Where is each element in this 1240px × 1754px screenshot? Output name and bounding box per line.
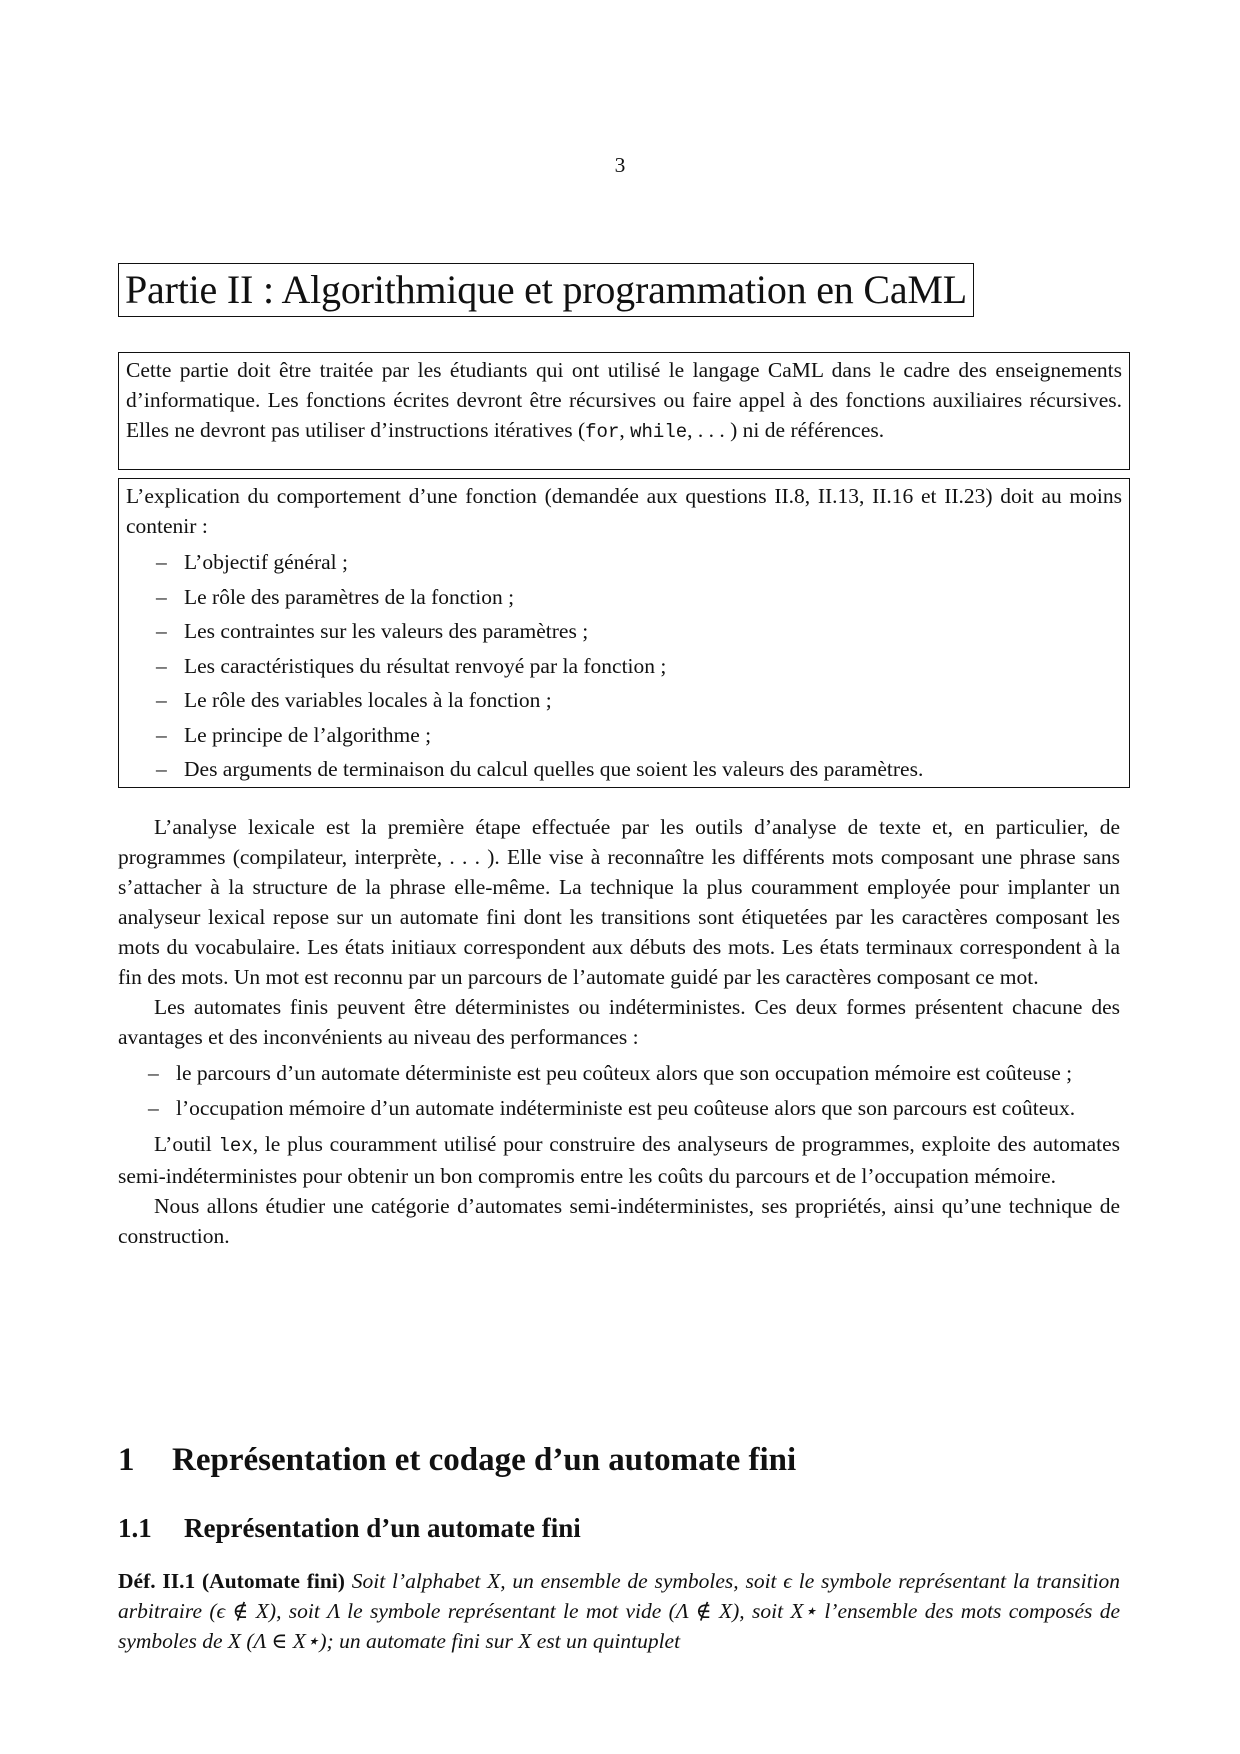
- list-item: – le parcours d’un automate déterministe est peu coûteux alors que son occupation mémoire est coûteuse ;: [148, 1058, 1120, 1088]
- section-title: [118, 1438, 796, 1482]
- paragraph-lexical-analysis: L’analyse lexicale est la première étape effectuée par les outils d’analyse de texte et, en particulier, de programmes (compilateur, interprète, . . . ). Elle vise à reconnaître les différents mots composant une phrase sans s’attacher à la structure de la phrase elle-même. La technique la plus couramment employée pour implanter un analyseur lexical repose sur un automate fini dont les transitions sont étiquetées par les caractères composant les mots du vocabulaire. Les états initiaux correspondent aux débuts des mots. Les états terminaux correspondent à la fin des mots. Un mot est reconnu par un parcours de l’automate guidé par les caractères composant ce mot.: [118, 815, 1120, 989]
- page-number: 3: [614, 153, 626, 177]
- code-lex: lex: [218, 1135, 253, 1157]
- dash-bullet: –: [156, 722, 167, 747]
- subsection-heading: Représentation d’un automate fini: [184, 1513, 581, 1543]
- dash-bullet: –: [156, 550, 167, 574]
- list-item: – Les contraintes sur les valeurs des paramètres ;: [156, 614, 1122, 649]
- paragraph-study: Nous allons étudier une catégorie d’automates semi-indéterministes, ses propriétés, ainsi qu’une technique de construction.: [118, 1194, 1120, 1248]
- list-item: – l’occupation mémoire d’un automate indéterministe est peu coûteuse alors que son parcours est coûteux.: [148, 1093, 1120, 1123]
- paragraph-lex-tool: L’outil lex, le plus couramment utilisé pour construire des analyseurs de programmes, exploite des automates semi-indéterministes pour obtenir un bon compromis entre les coûts du parcours et de l’occupation mémoire.: [118, 1132, 1120, 1188]
- list-item: – L’objectif général ;: [156, 545, 1122, 580]
- definition-label: Déf. II.1 (Automate fini): [118, 1569, 345, 1593]
- dash-bullet: –: [156, 584, 167, 609]
- paragraph-automata: Les automates finis peuvent être déterministes ou indéterministes. Ces deux formes présentent chacune des avantages et des inconvénients au niveau des performances :: [118, 995, 1120, 1049]
- performance-list: [118, 1058, 1120, 1123]
- dash-bullet: –: [156, 757, 167, 781]
- separator: ,: [619, 418, 631, 442]
- explanation-box: [118, 478, 1130, 788]
- subsection-title: [118, 1510, 581, 1546]
- dash-bullet: –: [156, 619, 167, 643]
- list-item: – Le principe de l’algorithme ;: [156, 718, 1122, 753]
- list-item: – Le rôle des variables locales à la fonction ;: [156, 683, 1122, 718]
- subsection-number: 1.1: [118, 1513, 152, 1543]
- instructions-text: Cette partie doit être traitée par les étudiants qui ont utilisé le langage CaML dans le cadre des enseignements d’informatique. Les fonctions écrites devront être récursives ou faire appel à des fonctions auxiliaires récursives. Elles ne devront pas utiliser d’instructions itératives (: [126, 358, 1122, 442]
- section-heading: Représentation et codage d’un automate fini: [172, 1442, 797, 1478]
- dash-bullet: –: [148, 1096, 159, 1120]
- dash-bullet: –: [148, 1061, 159, 1085]
- list-item: – Les caractéristiques du résultat renvoyé par la fonction ;: [156, 649, 1122, 684]
- dash-bullet: –: [156, 688, 167, 712]
- section-number: 1: [118, 1442, 135, 1478]
- main-text: [118, 812, 1120, 1251]
- list-item: – Le rôle des paramètres de la fonction ;: [156, 580, 1122, 615]
- instructions-text-end: , . . . ) ni de références.: [687, 418, 885, 442]
- explanation-intro: L’explication du comportement d’une fonction (demandée aux questions II.8, II.13, II.16 et II.23) doit au moins contenir :: [126, 484, 1122, 538]
- definition: [118, 1566, 1120, 1656]
- instructions-box: [118, 352, 1130, 470]
- definition-body: Soit l’alphabet X, un ensemble de symboles, soit ϵ le symbole représentant la transition arbitraire (ϵ ∉ X), soit Λ le symbole représentant le mot vide (Λ ∉ X), soit X⋆ l’ensemble des mots composés de symboles de X (Λ ∈ X⋆); un automate fini sur X est un quintuplet: [118, 1569, 1121, 1653]
- explanation-list: [126, 545, 1122, 787]
- code-while: while: [630, 421, 688, 443]
- part-title: Partie II : Algorithmique et programmation en CaML: [118, 263, 974, 317]
- dash-bullet: –: [156, 653, 167, 678]
- list-item: – Des arguments de terminaison du calcul quelles que soient les valeurs des paramètres.: [156, 752, 1122, 787]
- code-for: for: [585, 421, 620, 443]
